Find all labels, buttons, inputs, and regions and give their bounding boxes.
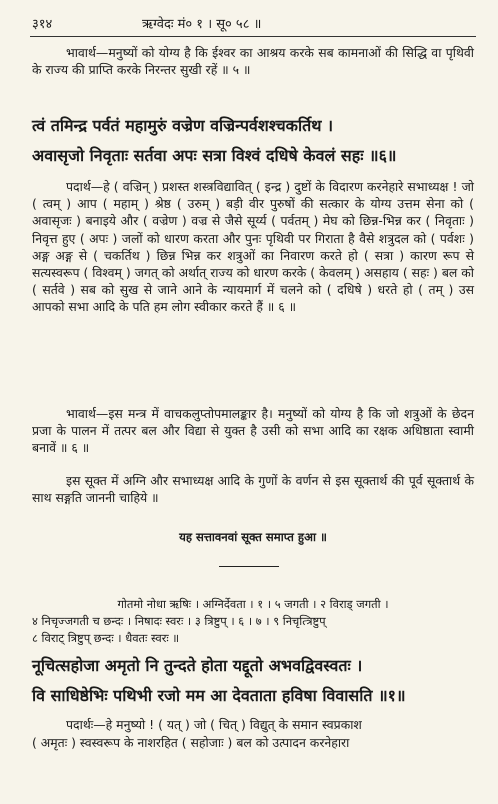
mantra-6-line-1: त्वं तमिन्द्र पर्वतं महामुरुं वज्रेण वज्रिन्पर्वशश्चकर्तिथ । bbox=[32, 116, 334, 135]
sukta-summary: इस सूक्त में अग्नि और सभाध्यक्ष आदि के गुणों के वर्णन से इस सूक्तार्थ की पूर्व सूक्तार्थ के साथ सङ्गति जाननी चाहिये ॥ bbox=[32, 473, 474, 506]
padartha-6: पदार्थ—हे ( वज्रिन् ) प्रशस्त शस्त्रविद्यावित् ( इन्द्र ) दुष्टों के विदारण करनेहारे सभाध्यक्ष ! जो ( त्वम् ) आप ( महाम् ) श्रेष्ठ ( उरुम् ) बड़ी वीर पुरुषों की सत्कार के योग्य उत्तम सेना को ( अवासृजः ) बनाइये और ( वज्रेण ) वज्र से जैसे सूर्य्य ( पर्वतम् ) मेघ को छिन्न-भिन्न कर ( निवृताः ) निवृत्त हुए ( अपः ) जलों को धारण करता और पुनः पृथिवी पर गिराता है वैसे शत्रुदल को ( पर्वशः ) अङ्ग अङ्ग से ( चकर्तिथ ) छिन्न भिन्न कर शत्रुओं का निवारण करते हो ( सत्रा ) कारण रूप से सत्यस्वरूप ( विश्वम् ) जगत् को अर्थात् राज्य को धारण करके ( केवलम् ) असहाय ( सहः ) बल को ( सर्तवे ) सब को सुख से जाने आने के न्यायमार्ग में चलने को ( दधिषे ) धरते हो ( तम् ) उस आपको सभा आदि के पति हम लोग स्वीकार करते हैं ॥ ६ ॥ bbox=[32, 179, 474, 315]
page-number: ३१४ bbox=[32, 17, 53, 32]
padartha-1-line-1: पदार्थः—हे मनुष्यो ! ( यत् ) जो ( चित् ) विद्युत् के समान स्वप्रकाश bbox=[66, 717, 362, 732]
rishi-info-line-1: गोतमो नोधा ऋषिः । अग्निर्देवता । १ । ५ जगती । २ विराड् जगती । bbox=[117, 597, 389, 611]
mantra-6-line-2: अवासृजो निवृताः सर्तवा अपः सत्रा विश्वं दधिषे केवलं सहः ॥६॥ bbox=[32, 146, 397, 165]
mantra-1-line-1: नूचित्सहोजा अमृतो नि तुन्दते होता यद्दूतो अभवद्विवस्वतः । bbox=[32, 656, 363, 675]
bhavartha-prev: भावार्थ—मनुष्यों को योग्य है कि ईश्वर का आश्रय करके सब कामनाओं की सिद्धि वा पृथिवी के राज्य की प्राप्ति करके निरन्तर सुखी रहें ॥ ५ ॥ bbox=[32, 45, 474, 78]
rishi-info-line-3: ८ विराट् त्रिष्टुप् छन्दः । धैवतः स्वरः ॥ bbox=[32, 631, 180, 645]
bhavartha-6: भावार्थ—इस मन्त्र में वाचकलुप्तोपमालङ्कार है। मनुष्यों को योग्य है कि जो शत्रुओं के छेदन प्रजा के पालन में तत्पर बल और विद्या से युक्त है उसी को सभा आदि का रक्षक अधिष्ठाता स्वामी बनावें ॥ ६ ॥ bbox=[32, 406, 474, 456]
sukta-end-caption: यह सत्तावनवां सूक्त समाप्त हुआ ॥ bbox=[179, 530, 327, 544]
running-title: ऋग्वेदः मं० १ । सू० ५८ ॥ bbox=[142, 17, 262, 32]
padartha-1-line-2: ( अमृतः ) स्वस्वरूप के नाशरहित ( सहोजाः ) बल को उत्पादन करनेहारा bbox=[32, 735, 350, 750]
header-rule bbox=[30, 36, 476, 37]
mantra-1-line-2: वि साधिष्ठेभिः पथिभी रजो मम आ देवताता हविषा विवासति ॥१॥ bbox=[32, 686, 406, 705]
section-divider bbox=[219, 566, 279, 567]
rishi-info-line-2: ४ निचृज्जगती च छन्दः । निषादः स्वरः । ३ त्रिष्टुप् । ६ । ७ । ९ निचृत्त्रिष्टुप् bbox=[32, 614, 326, 628]
page-header bbox=[32, 10, 474, 36]
